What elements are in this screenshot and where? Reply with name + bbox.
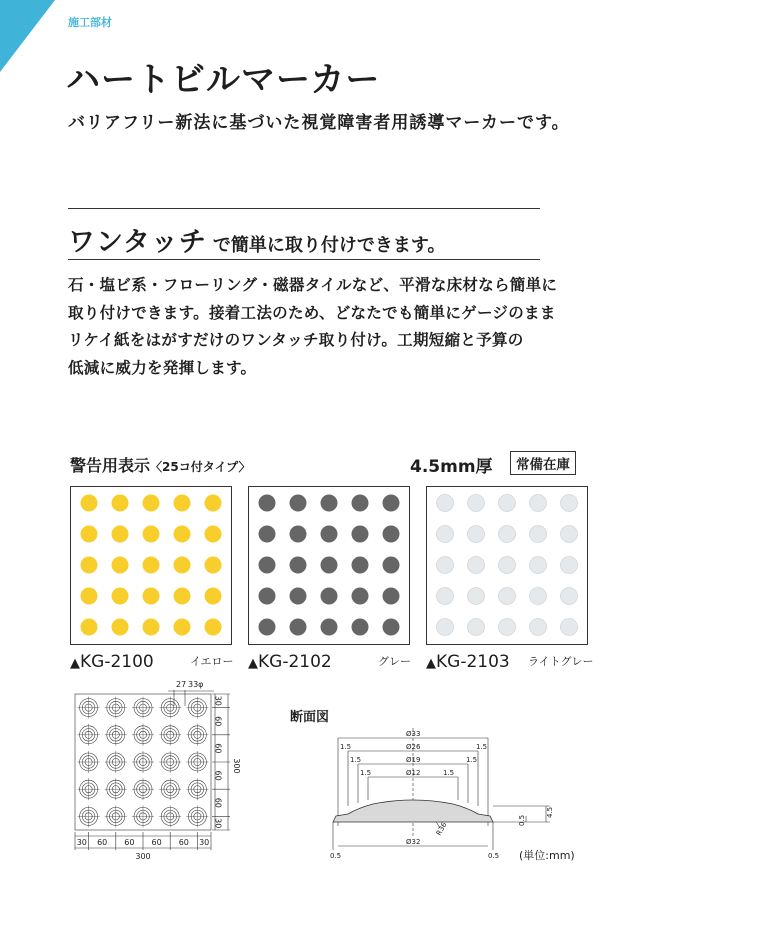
product-code (248, 652, 332, 672)
dim-label: Ø32 (406, 838, 421, 846)
top-dim-label: 33φ (188, 680, 204, 689)
product-color: グレー (378, 655, 411, 668)
tile-dot (468, 495, 485, 512)
tile-dot (112, 495, 129, 512)
feature-heading-suffix: で簡単に取り付けできます。 (212, 235, 446, 256)
bottom-dim-label: 30 (199, 838, 210, 847)
tile-dot (499, 557, 516, 574)
tile-dot (321, 557, 338, 574)
plan-stud (186, 751, 208, 773)
tile-dot (205, 619, 222, 636)
plan-stud (78, 778, 100, 800)
tile-dot (174, 495, 191, 512)
right-dim-label: 60 (213, 743, 223, 754)
tile-dot (561, 557, 578, 574)
tile-dot (352, 526, 369, 543)
tile-dot (143, 588, 160, 605)
description-line: 低減に威力を発揮します。 (68, 358, 257, 377)
tile-dot (383, 588, 400, 605)
plan-stud (105, 697, 127, 719)
tile-dot (81, 526, 98, 543)
tile-dot (112, 588, 129, 605)
tile-dot (81, 588, 98, 605)
tile-dot (530, 557, 547, 574)
bottom-dim-label: 30 (76, 838, 87, 847)
height-label: 4.5 (546, 806, 554, 818)
tile-dot (174, 557, 191, 574)
tile-dot (383, 619, 400, 636)
plan-stud (78, 724, 100, 746)
plan-stud (78, 697, 100, 719)
plan-stud (132, 751, 154, 773)
tile-dot (290, 588, 307, 605)
tile-dot (561, 526, 578, 543)
tile-dot (81, 619, 98, 636)
product-tile-lightgray (426, 486, 588, 645)
spec-type-note: 〈25コ付タイプ〉 (150, 460, 251, 474)
product-color: イエロー (190, 655, 234, 668)
tile-dot (290, 495, 307, 512)
plan-stud (159, 751, 181, 773)
tile-dot (112, 619, 129, 636)
tile-dot (530, 526, 547, 543)
bottom-dim-label: 60 (178, 838, 189, 847)
product-code-text: KG-2102 (258, 652, 332, 672)
cross-section-drawing (328, 726, 568, 866)
description-line: リケイ紙をはがすだけのワンタッチ取り付け。工期短縮と予算の (68, 331, 524, 349)
plan-stud (159, 697, 181, 719)
tile-dots-yellow (71, 487, 231, 644)
stock-badge: 常備在庫 (510, 451, 576, 475)
plan-stud (159, 724, 181, 746)
tile-dot (468, 557, 485, 574)
tile-dot (259, 526, 276, 543)
tile-dot (437, 557, 454, 574)
tile-dot (174, 588, 191, 605)
feature-description (68, 272, 558, 382)
corner-accent (0, 0, 55, 72)
product-tile-gray (248, 486, 410, 645)
product-tile-yellow (70, 486, 232, 645)
bottom-dim-label: 60 (124, 838, 135, 847)
edge-label: 0.5 (488, 852, 500, 860)
spec-thickness: 4.5mm厚 (410, 457, 493, 477)
bottom-dim-label: 60 (97, 838, 108, 847)
description-line: 取り付けできます。接着工法のため、どなたでも簡単にゲージのまま (68, 303, 556, 322)
plan-stud (132, 697, 154, 719)
feature-heading-main: ワンタッチ (68, 227, 207, 258)
tile-dot (468, 588, 485, 605)
product-code-text: KG-2103 (436, 652, 510, 672)
triangle-icon: ▲ (70, 656, 80, 671)
plan-stud (186, 805, 208, 827)
tile-dot (561, 495, 578, 512)
tile-dot (259, 495, 276, 512)
tile-dot (530, 495, 547, 512)
tile-dot (143, 619, 160, 636)
divider-bottom (68, 259, 540, 260)
tile-dot (383, 495, 400, 512)
triangle-icon: ▲ (248, 656, 258, 671)
plan-stud (186, 778, 208, 800)
feature-heading (68, 220, 445, 259)
plan-stud (186, 724, 208, 746)
section-label: 断面図 (290, 710, 330, 725)
right-total-label: 300 (232, 758, 241, 774)
right-dim-label: 60 (213, 797, 223, 808)
tile-dot (499, 588, 516, 605)
plan-stud (159, 805, 181, 827)
tile-dot (112, 557, 129, 574)
triangle-icon: ▲ (426, 656, 436, 671)
step-label: 1.5 (340, 743, 352, 751)
tile-dot (437, 495, 454, 512)
tile-dot (143, 526, 160, 543)
plan-stud (132, 724, 154, 746)
plan-stud (132, 805, 154, 827)
unit-label: (単位:mm) (519, 849, 575, 862)
bottom-dim-label: 60 (151, 838, 162, 847)
step-label: 1.5 (350, 756, 362, 764)
tile-dot (352, 495, 369, 512)
tile-dots-lightgray (427, 487, 587, 644)
page-subtitle: バリアフリー新法に基づいた視覚障害者用誘導マーカーです。 (68, 113, 570, 133)
plan-stud (186, 697, 208, 719)
tile-dot (174, 526, 191, 543)
step-label: 1.5 (443, 769, 455, 777)
tile-dot (321, 588, 338, 605)
tile-dot (437, 588, 454, 605)
tile-dot (437, 526, 454, 543)
dim-label: Ø19 (406, 756, 421, 764)
plan-drawing (70, 672, 240, 864)
tile-dot (259, 588, 276, 605)
plan-stud (78, 805, 100, 827)
tile-dot (352, 619, 369, 636)
tile-dot (530, 619, 547, 636)
tile-dot (290, 526, 307, 543)
tile-dot (259, 557, 276, 574)
tile-dot (561, 619, 578, 636)
tile-dot (499, 495, 516, 512)
edge-label: 0.5 (330, 852, 342, 860)
tile-dot (174, 619, 191, 636)
tile-dot (205, 526, 222, 543)
right-dim-label: 30 (213, 695, 223, 706)
right-dim-label: 60 (213, 770, 223, 781)
plan-stud (105, 724, 127, 746)
bottom-total-label: 300 (135, 852, 151, 861)
tile-dot (205, 557, 222, 574)
tile-dot (468, 619, 485, 636)
plan-stud (105, 778, 127, 800)
tile-dots-gray (249, 487, 409, 644)
tile-dot (383, 557, 400, 574)
right-dim-label: 30 (213, 818, 223, 829)
tile-dot (112, 526, 129, 543)
divider-top (68, 208, 540, 209)
tile-dot (321, 495, 338, 512)
tile-dot (143, 495, 160, 512)
tile-dot (530, 588, 547, 605)
step-label: 1.5 (476, 743, 488, 751)
tile-dot (205, 495, 222, 512)
tile-dot (499, 526, 516, 543)
tile-dot (81, 495, 98, 512)
tile-dot (437, 619, 454, 636)
tile-dot (290, 557, 307, 574)
tile-dot (321, 526, 338, 543)
plan-stud (105, 751, 127, 773)
category-label: 施工部材 (68, 16, 112, 29)
tile-dot (468, 526, 485, 543)
tile-dot (321, 619, 338, 636)
plan-stud (105, 805, 127, 827)
edge-label: 0.5 (518, 814, 526, 826)
tile-dot (290, 619, 307, 636)
tile-dot (143, 557, 160, 574)
right-dim-label: 60 (213, 716, 223, 727)
step-label: 1.5 (466, 756, 478, 764)
tile-dot (352, 588, 369, 605)
dim-label: Ø33 (406, 730, 421, 738)
step-label: 1.5 (360, 769, 372, 777)
plan-stud (132, 778, 154, 800)
radius-label: R36 (434, 821, 449, 837)
product-code (426, 652, 510, 672)
description-line: 石・塩ビ系・フローリング・磁器タイルなど、平滑な床材なら簡単に (68, 276, 558, 294)
tile-dot (352, 557, 369, 574)
top-dim-label: 27 (176, 680, 187, 689)
product-color: ライトグレー (528, 655, 594, 668)
tile-dot (259, 619, 276, 636)
product-code-text: KG-2100 (80, 652, 154, 672)
spec-type (70, 453, 250, 476)
spec-type-label: 警告用表示 (70, 456, 151, 475)
tile-dot (499, 619, 516, 636)
marker-profile (333, 800, 493, 822)
plan-stud (159, 778, 181, 800)
plan-stud (78, 751, 100, 773)
tile-dot (561, 588, 578, 605)
page-title: ハートビルマーカー (66, 60, 381, 100)
product-code (70, 652, 154, 672)
tile-dot (205, 588, 222, 605)
tile-dot (383, 526, 400, 543)
tile-dot (81, 557, 98, 574)
dim-label: Ø12 (406, 769, 421, 777)
dim-label: Ø26 (406, 743, 421, 751)
